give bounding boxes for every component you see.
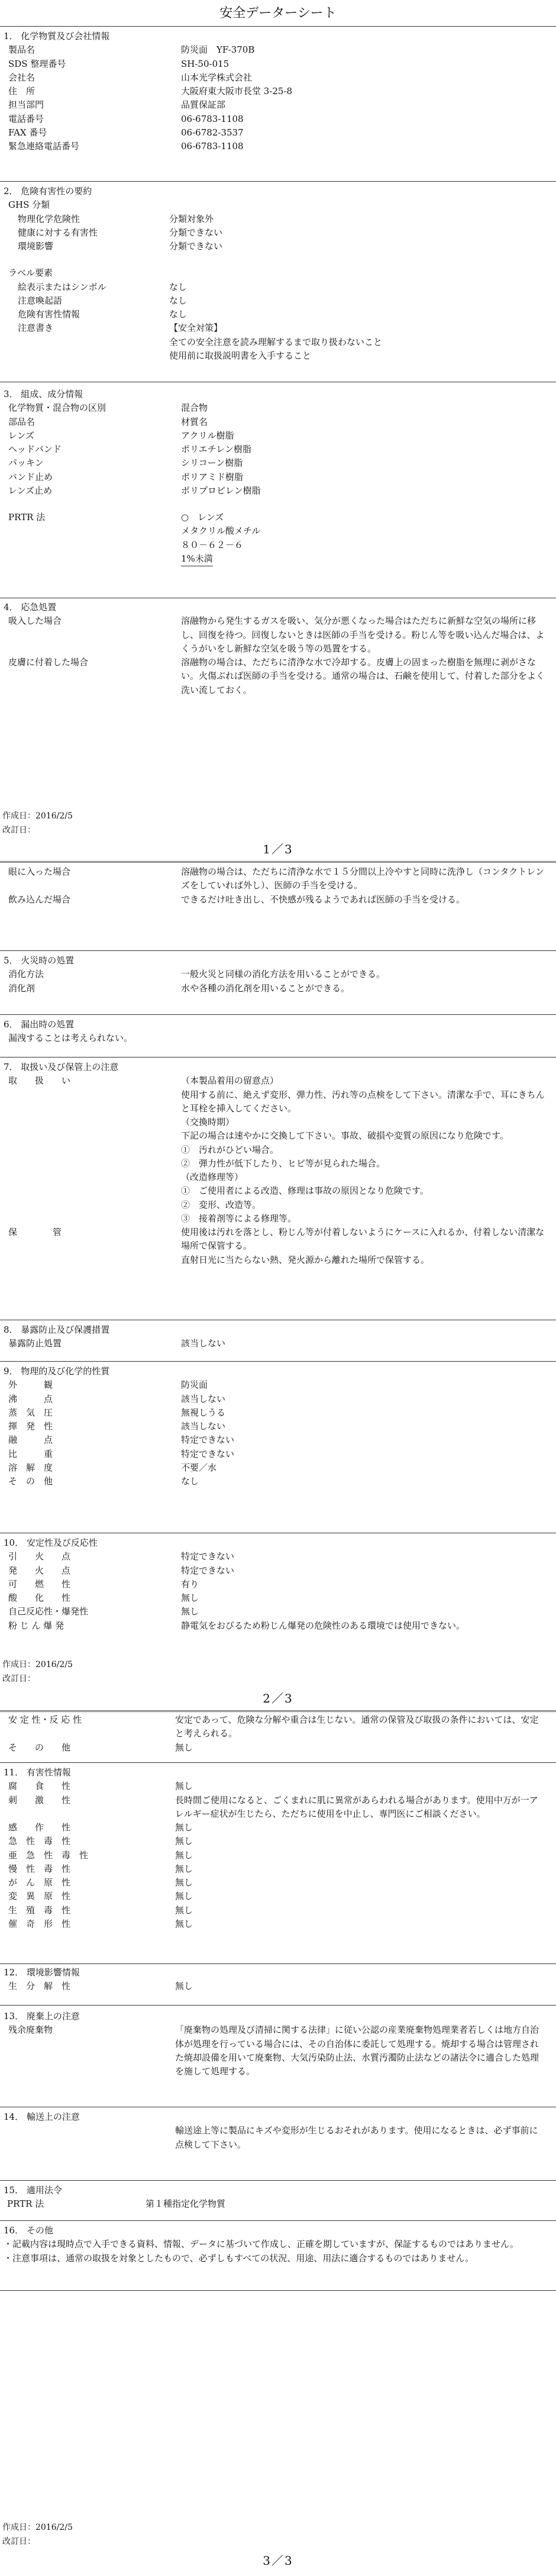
toxicity-row-key: 催 奇 形 性: [8, 1918, 71, 1929]
toxicity-row-key: が ん 原 性: [8, 1877, 71, 1888]
toxicity-row: [4, 1821, 547, 1835]
stability-key: 安 定 性・反 応 性: [8, 1714, 82, 1725]
prtr-key: PRTR 法: [8, 512, 46, 523]
stability-item-row: [4, 1591, 547, 1605]
property-row: [4, 1420, 547, 1433]
waste-value: 「廃棄物の処理及び清掃に関する法律」に従い公認の産業廃棄物処理業者若しくは地方自治体が処理を行っている場合には、その自治体に委託して処理する。焼却する場合は管理された焼却設備を用いて廃棄物、大気汚染防止法、水質汚濁防止法などの諸法令に適合した処理を施して処理する。: [175, 2024, 539, 2077]
other-value: 無し: [175, 1742, 193, 1753]
handling-line: ① 汚れがひどい場合。: [181, 1144, 279, 1155]
created-date: 作成日：2016/2/5: [2, 811, 73, 821]
note-line: ・注意事項は、通常の取扱を対象としたもので、必ずしもすべての状況、用途、用法に適合するものではありません。: [4, 2252, 474, 2264]
section-6-heading: 6． 漏出時の処置: [4, 1019, 75, 1030]
property-row-key: 比 重: [8, 1448, 53, 1459]
created-date: 作成日：2016/2/5: [2, 1660, 73, 1669]
property-row-key: 揮 発 性: [8, 1421, 53, 1432]
page-break: [0, 1710, 556, 1712]
skin-row: [4, 656, 547, 697]
part-row-value: ポリエチレン樹脂: [181, 444, 252, 454]
eyes-key: 眼に入った場合: [8, 866, 71, 877]
toxicity-row: [4, 1917, 547, 1931]
property-row-value: 該当しない: [181, 1421, 226, 1432]
label-row: [4, 294, 547, 308]
stability-value: 安定であって、危険な分解や重合は生じない。通常の保管及び取扱の条件においては、安定と考えられる。: [175, 1714, 539, 1739]
info-row-key: 会社名: [8, 72, 35, 83]
divider: [0, 2180, 556, 2181]
toxicity-row-key: 感 作 性: [8, 1822, 71, 1833]
label-row-key: 注意喚起語: [18, 295, 63, 306]
storage-row: [4, 1226, 547, 1267]
info-row-key: 担当部門: [8, 99, 44, 111]
info-row-key: SDS 整理番号: [8, 58, 66, 69]
info-row: [4, 140, 547, 153]
stability-row: [4, 1713, 547, 1741]
handling-line: （交換時期）: [181, 1117, 235, 1127]
toxicity-row-value: 無し: [175, 1877, 193, 1888]
info-row: [4, 85, 547, 98]
toxicity-row-value: 無し: [175, 1836, 193, 1847]
property-row-key: そ の 他: [8, 1476, 53, 1487]
label-row-value: なし: [169, 295, 188, 306]
fire-row: [4, 982, 547, 995]
property-row-key: 蒸 気 圧: [8, 1407, 53, 1418]
toxicity-row: [4, 1904, 547, 1917]
toxicity-row-value: 無し: [175, 1849, 193, 1861]
composition-row: [4, 401, 547, 415]
ghs-classification-label: GHS 分類: [8, 199, 50, 211]
info-row: [4, 71, 547, 85]
page-number: 3／3: [263, 2554, 293, 2568]
skin-value: 溶融物の場合は、ただちに清浄な水で冷却する。皮膚上の固まった樹脂を無理に剥がさない。火傷ぶれば医師の手当を受ける。通常の場合は、石鹸を使用して、付着した部分をよく洗い流しておく。: [181, 657, 545, 695]
ghs-row-value: 分類できない: [169, 241, 223, 252]
toxicity-row: [4, 1862, 547, 1876]
info-row-key: 電話番号: [8, 113, 44, 124]
property-row: [4, 1475, 547, 1488]
section-13-heading: 13． 廃棄上の注意: [4, 2011, 80, 2022]
info-row: [4, 57, 547, 71]
section-3: [4, 388, 547, 566]
page-3-footer: [2, 2521, 73, 2549]
info-row-key: 製品名: [8, 44, 35, 56]
page-1-footer: [2, 810, 73, 838]
inhalation-value: 溶融物から発生するガスを吸い、気分が悪くなった場合はただちに新鮮な空気の場所に移し、回復を待つ。回復しないときは医師の手当を受ける。粉じん等を吸い込んだ場合は、よくうがいをし新鮮な空気を吸う等の処置をする。: [181, 615, 545, 654]
property-row-value: なし: [181, 1476, 199, 1487]
section-15: [4, 2184, 547, 2211]
property-row: [4, 1406, 547, 1420]
ghs-row: [4, 240, 547, 253]
section-11-rows: [4, 1821, 547, 1931]
divider: [0, 2220, 556, 2221]
section-12: [4, 1966, 547, 1994]
property-row-key: 融 点: [8, 1434, 53, 1446]
exposure-row-value: 該当しない: [181, 1338, 226, 1349]
page-break: [0, 861, 556, 863]
property-row: [4, 1392, 547, 1406]
info-row-key: 緊急連絡電話番号: [8, 141, 80, 151]
corrosion-key: 腐 食 性: [8, 1781, 71, 1792]
toxicity-row-value: 無し: [175, 1863, 193, 1874]
skin-key: 皮膚に付着した場合: [8, 657, 89, 668]
storage-line: 使用後は汚れを落とし、粉じん等が付着しないようにケースに入れるか、付着しない清潔な場所で保管する。: [181, 1227, 545, 1252]
section-14-heading: 14． 輸送上の注意: [4, 2111, 80, 2122]
environment-row-value: 無し: [175, 1981, 193, 1992]
divider: [0, 181, 556, 182]
eyes-row: [4, 865, 547, 893]
section-5-rows: [4, 968, 547, 995]
info-row-key: FAX 番号: [8, 127, 47, 138]
part-row-value: ポリアミド樹脂: [181, 471, 244, 482]
divider: [0, 2005, 556, 2006]
property-row-value: 特定できない: [181, 1448, 235, 1459]
handling-row: [4, 1074, 547, 1226]
stability-item-row-key: 引 火 点: [8, 1551, 71, 1562]
transport-indent: [4, 2124, 175, 2152]
label-row-key: 絵表示またはシンボル: [18, 281, 106, 292]
property-row-value: 無視しうる: [181, 1407, 226, 1418]
section-4-heading: 4． 応急処置: [4, 602, 57, 612]
stability-item-row-key: 発 火 点: [8, 1565, 71, 1576]
section-9-rows: [4, 1378, 547, 1488]
irritation-key: 刺 激 性: [8, 1794, 71, 1806]
stability-item-row: [4, 1564, 547, 1578]
handling-key: 取 扱 い: [8, 1075, 71, 1087]
info-row-value: 06-6783-1108: [181, 141, 244, 151]
ghs-row-key: 物理化学危険性: [18, 213, 80, 224]
info-row-value: 山本光学株式会社: [181, 72, 253, 83]
section-4-continued: [4, 865, 547, 907]
precaution-line: 使用前に取扱説明書を入手すること: [169, 350, 312, 361]
label-row-key: 危険有害性情報: [18, 309, 80, 320]
note-line: ・記載内容は現時点で入手できる資料、情報、データに基づいて作成し、正確を期していますが、保証するものではありません。: [4, 2239, 519, 2250]
revised-date: 改訂日：: [2, 825, 35, 835]
environment-row: [4, 1979, 547, 1993]
transport-row: [4, 2124, 547, 2152]
divider: [0, 1361, 556, 1362]
section-16-lines: [4, 2238, 547, 2265]
corrosion-value: 無し: [175, 1781, 193, 1792]
toxicity-row-key: 亜 急 性 毒 性: [8, 1849, 89, 1861]
storage-key: 保 管: [8, 1227, 62, 1237]
part-row: [4, 484, 547, 498]
section-9: [4, 1365, 547, 1488]
part-row-value: シリコーン樹脂: [181, 457, 243, 469]
fire-row-value: 水や各種の消化剤を用いることができる。: [181, 982, 350, 994]
handling-line: 下記の場合は速やかに交換して下さい。事故、破損や変質の原因になり危険です。: [181, 1130, 509, 1142]
toxicity-row: [4, 1890, 547, 1903]
section-15-rows: [4, 2197, 547, 2211]
parts-rows: [4, 429, 547, 498]
toxicity-row: [4, 1835, 547, 1848]
info-row: [4, 43, 547, 57]
section-1-heading: 1． 化学物質及び会社情報: [4, 31, 110, 41]
toxicity-row: [4, 1876, 547, 1890]
inhalation-key: 吸入した場合: [8, 615, 62, 627]
toxicity-row-key: 生 殖 毒 性: [8, 1904, 71, 1916]
toxicity-row-value: 無し: [175, 1891, 193, 1902]
section-10-rows: [4, 1550, 547, 1619]
section-2: [4, 185, 547, 363]
prtr-lines: [181, 511, 547, 566]
irritation-value: 長時間ご使用になると、ごくまれに肌に異常があらわれる場合があります。使用中万が一アレルギー症状が生じたら、ただちに使用を中止し、専門医にご相談ください。: [175, 1794, 538, 1819]
part-row-key: レンズ止め: [8, 485, 53, 496]
revised-date: 改訂日：: [2, 2536, 35, 2546]
toxicity-row-key: 急 性 毒 性: [8, 1836, 71, 1847]
dust-explosion-key: 粉 じ ん 爆 発: [8, 1620, 64, 1631]
property-row-key: 外 観: [8, 1379, 53, 1391]
storage-lines: [181, 1226, 547, 1267]
info-row-value: 防災面 YF-370B: [181, 44, 255, 56]
part-row-key: パッキン: [8, 457, 44, 469]
property-row-value: 防災面: [181, 1379, 208, 1391]
dust-explosion-value: 静電気をおびるため粉じん爆発の危険性のある環境では使用できない。: [181, 1620, 466, 1631]
prtr-line: メタクリル酸メチル: [181, 525, 261, 537]
info-row-value: 品質保証部: [181, 99, 226, 111]
divider: [0, 1014, 556, 1015]
section-3-heading: 3． 組成、成分情報: [4, 389, 83, 399]
property-row: [4, 1433, 547, 1447]
handling-line: （本製品着用の留意点）: [181, 1075, 279, 1087]
section-16: [4, 2224, 547, 2265]
eyes-value: 溶融物の場合は、ただちに清浄な水で１５分間以上冷やすと同時に洗浄し（コンタクトレンズをしていれば外し）、医師の手当を受ける。: [181, 866, 545, 891]
label-row-value: なし: [169, 281, 188, 292]
info-row: [4, 126, 547, 140]
exposure-row-key: 暴露防止処置: [8, 1338, 62, 1349]
irritation-row: [4, 1794, 547, 1821]
toxicity-row: [4, 1849, 547, 1862]
handling-line: （改造修理等）: [181, 1172, 244, 1182]
stability-item-row-key: 可 燃 性: [8, 1578, 71, 1590]
fire-row-value: 一般火災と同様の消化方法を用いることができる。: [181, 969, 386, 980]
section-8-heading: 8． 暴露防止及び保護措置: [4, 1324, 110, 1335]
part-row: [4, 470, 547, 484]
prtr-line: ○ レンズ: [181, 512, 224, 523]
ghs-row: [4, 226, 547, 240]
waste-key: 残余廃棄物: [8, 2024, 53, 2036]
parts-header-key: 部品名: [8, 416, 35, 427]
divider: [0, 950, 556, 951]
dust-explosion-row: [4, 1619, 547, 1633]
precaution-lines: [169, 321, 547, 363]
toxicity-row-value: 無し: [175, 1822, 193, 1833]
property-row: [4, 1447, 547, 1461]
precaution-row: [4, 321, 547, 363]
property-row-value: 該当しない: [181, 1393, 226, 1404]
handling-lines: [181, 1074, 547, 1226]
handling-line: ③ 接着剤等による修理等。: [181, 1213, 297, 1224]
info-row-value: 06-6782-3537: [181, 127, 244, 138]
property-row-value: 不要／水: [181, 1462, 217, 1473]
stability-item-row-value: 特定できない: [181, 1565, 235, 1576]
page-number: 1／3: [263, 842, 293, 856]
stability-item-row-key: 酸 化 性: [8, 1592, 71, 1603]
label-elements-label: ラベル要素: [8, 267, 53, 279]
property-row: [4, 1378, 547, 1392]
stability-item-row-key: 自己反応性・爆発性: [8, 1606, 89, 1617]
section-10-continued: [4, 1713, 547, 1755]
part-row: [4, 456, 547, 470]
section-10-heading: 10． 安定性及び反応性: [4, 1537, 98, 1548]
transport-text: 輸送途上等に製品にキズや変形が生じるおそれがあります。使用になるときは、必ず事前に点検して下さい。: [175, 2125, 538, 2150]
section-15-heading: 15． 適用法令: [4, 2185, 62, 2195]
section-7: [4, 1060, 547, 1267]
divider: [0, 26, 556, 27]
section-1-rows: [4, 43, 547, 153]
precaution-line: 【安全対策】: [169, 323, 223, 334]
ingestion-value: できるだけ吐き出し、不快感が残るようであれば医師の手当を受ける。: [181, 894, 466, 905]
part-row-key: バンド止め: [8, 471, 53, 482]
section-13: [4, 2010, 547, 2078]
environment-row-key: 生 分 解 性: [8, 1981, 71, 1992]
part-row-value: アクリル樹脂: [181, 430, 234, 441]
ghs-row-value: 分類対象外: [169, 213, 214, 224]
toxicity-row-key: 慢 性 毒 性: [8, 1863, 71, 1874]
ingestion-row: [4, 893, 547, 907]
label-rows: [4, 281, 547, 322]
divider: [0, 1762, 556, 1763]
ghs-row: [4, 212, 547, 226]
prtr-line: 1%未満: [181, 552, 213, 566]
toxicity-row-value: 無し: [175, 1918, 193, 1929]
section-1: [4, 30, 547, 153]
corrosion-row: [4, 1779, 547, 1793]
stability-item-row-value: 無し: [181, 1592, 199, 1603]
toxicity-row-key: 変 異 原 性: [8, 1891, 71, 1902]
info-row: [4, 98, 547, 112]
fire-row: [4, 968, 547, 981]
info-row-key: 住 所: [8, 86, 35, 96]
section-12-rows: [4, 1979, 547, 1993]
section-16-heading: 16． その他: [4, 2225, 53, 2236]
regulation-row: [4, 2197, 547, 2211]
property-row-key: 沸 点: [8, 1393, 53, 1404]
handling-line: ② 弾力性が低下したり、ヒビ等が見られた場合。: [181, 1158, 386, 1169]
handling-line: 使用する前に、絶えず変形、弾力性、汚れ等の点検をして下さい。清潔な手で、耳にきちんと耳栓を挿入してください。: [181, 1089, 545, 1114]
section-8: [4, 1323, 547, 1351]
part-row-key: レンズ: [8, 430, 35, 441]
section-7-heading: 7． 取扱い及び保管上の注意: [4, 1062, 119, 1072]
prtr-line: ８０－６２－６: [181, 539, 244, 550]
property-row-key: 溶 解 度: [8, 1462, 53, 1473]
regulation-row-value: 第１種指定化学物質: [146, 2198, 226, 2210]
divider: [0, 2290, 556, 2291]
ghs-row-key: 健康に対する有害性: [18, 227, 98, 238]
ingestion-key: 飲み込んだ場合: [8, 894, 71, 905]
revised-date: 改訂日：: [2, 1674, 35, 1684]
section-11: [4, 1766, 547, 1931]
ghs-rows: [4, 212, 547, 254]
divider: [0, 1057, 556, 1058]
label-row: [4, 308, 547, 321]
parts-header-value: 材質名: [181, 416, 208, 427]
other-key: そ の 他: [8, 1742, 71, 1753]
info-row-value: 大阪府東大阪市長堂 3-25-8: [181, 86, 293, 96]
stability-item-row-value: 有り: [181, 1578, 199, 1590]
composition-key: 化学物質・混合物の区別: [8, 402, 106, 414]
section-4: [4, 601, 547, 697]
regulation-row-key: PRTR 法: [7, 2198, 44, 2210]
document-title: 安全データーシート: [219, 6, 337, 21]
section-14: [4, 2110, 547, 2152]
other-row: [4, 1741, 547, 1755]
section-5: [4, 954, 547, 995]
ghs-row-key: 環境影響: [18, 241, 54, 252]
stability-item-row: [4, 1578, 547, 1591]
section-6-text: 漏洩することは考えられない。: [8, 1033, 133, 1044]
property-row: [4, 1461, 547, 1475]
info-row-value: SH-50-015: [181, 58, 229, 69]
part-row: [4, 429, 547, 443]
section-11-heading: 11． 有害性情報: [4, 1767, 71, 1778]
info-row-value: 06-6783-1108: [181, 113, 244, 124]
composition-value: 混合物: [181, 402, 208, 414]
fire-row-key: 消化方法: [8, 969, 44, 980]
section-5-heading: 5． 火災時の処置: [4, 955, 75, 966]
stability-item-row: [4, 1550, 547, 1563]
stability-item-row-value: 無し: [181, 1606, 199, 1617]
ghs-row-value: 分類できない: [169, 227, 223, 238]
stability-item-row-value: 特定できない: [181, 1551, 235, 1562]
label-row-value: なし: [169, 309, 188, 320]
handling-line: ① ご使用者による改造、修理は事故の原因となり危険です。: [181, 1185, 429, 1197]
info-row: [4, 112, 547, 126]
page-number: 2／3: [263, 1691, 293, 1705]
section-10: [4, 1536, 547, 1633]
precaution-line: 全ての安全注意を読み理解するまで取り扱わないこと: [169, 336, 383, 347]
created-date: 作成日：2016/2/5: [2, 2523, 73, 2532]
handling-line: ② 変形、改造等。: [181, 1199, 261, 1210]
storage-line: 直射日光に当たらない熱、発火源から離れた場所で保管する。: [181, 1254, 430, 1265]
section-12-heading: 12． 環境影響情報: [4, 1967, 80, 1978]
part-row: [4, 443, 547, 456]
section-9-heading: 9． 物理的及び化学的性質: [4, 1366, 110, 1376]
section-2-heading: 2． 危険有害性の要約: [4, 186, 92, 196]
toxicity-row-value: 無し: [175, 1904, 193, 1916]
property-row-value: 特定できない: [181, 1434, 235, 1446]
prtr-row: [4, 511, 547, 566]
precaution-key: 注意書き: [18, 323, 54, 334]
waste-row: [4, 2023, 547, 2078]
section-8-rows: [4, 1337, 547, 1350]
inhalation-row: [4, 614, 547, 656]
fire-row-key: 消化剤: [8, 982, 35, 994]
stability-item-row: [4, 1605, 547, 1619]
part-row-key: ヘッドバンド: [8, 444, 62, 454]
exposure-row: [4, 1337, 547, 1350]
label-row: [4, 281, 547, 294]
page-2-footer: [2, 1658, 73, 1687]
section-6: [4, 1018, 547, 1046]
parts-header-row: [4, 415, 547, 429]
part-row-value: ポリプロピレン樹脂: [181, 485, 261, 496]
